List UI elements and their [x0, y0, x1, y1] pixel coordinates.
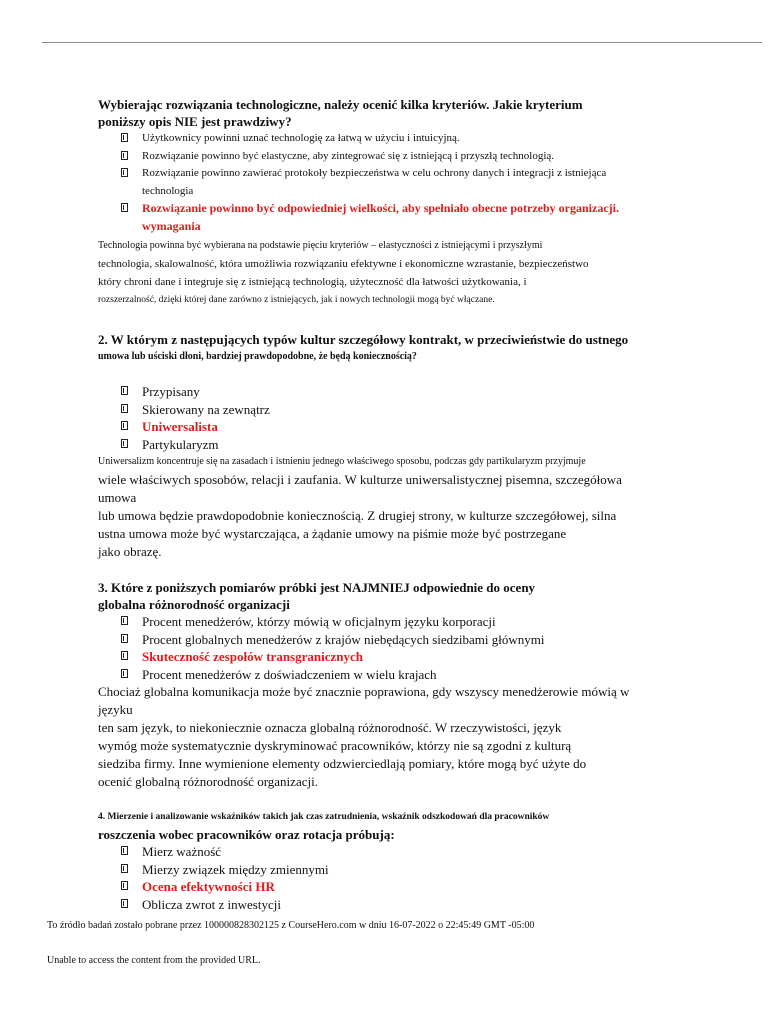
option[interactable]: Rozwiązanie powinno zawierać protokoły bezpieczeństwa w celu ochrony danych i integracji z istniejąca technologia	[120, 165, 658, 200]
option[interactable]: Mierzy związek między zmiennymi	[120, 861, 658, 879]
checkbox-icon	[121, 651, 128, 660]
question-1-explanation: Technologia powinna być wybierana na podstawie pięciu kryteriów – elastyczności z istniejącymi i przyszłymi technologia, skalowalność, która umożliwia rozwiązaniu efektywne i ekonomiczne wzrastanie, bezpieczeństwo który chroni dane i integruje się z istniejącą technologią, użyteczność dla łatwości użytkowania, i rozszerzalność, dzięki której dane zarówno z istniejących, jak i nowych technologii mogą być włączane.	[98, 240, 589, 305]
question-4-options	[120, 843, 658, 913]
source-footer: To źródło badań zostało pobrane przez 100000828302125 z CourseHero.com w dniu 16-07-2022 o 22:45:49 GMT -05:00	[47, 920, 535, 931]
question-3-options	[120, 613, 658, 683]
checkbox-icon	[121, 899, 128, 908]
option[interactable]: Mierz ważność	[120, 843, 658, 861]
option-correct[interactable]: Uniwersalista	[120, 418, 658, 436]
checkbox-icon	[121, 864, 128, 873]
checkbox-icon	[121, 386, 128, 395]
checkbox-icon	[121, 133, 128, 142]
checkbox-icon	[121, 634, 128, 643]
option[interactable]: Rozwiązanie powinno być elastyczne, aby zintegrować się z istniejącą i przyszłą technologią.	[120, 148, 658, 166]
option[interactable]: Oblicza zwrot z inwestycji	[120, 896, 658, 914]
option[interactable]: Skierowany na zewnątrz	[120, 401, 658, 419]
document-body	[98, 96, 658, 913]
checkbox-icon	[121, 669, 128, 678]
question-2	[98, 331, 658, 561]
checkbox-icon	[121, 846, 128, 855]
option-correct[interactable]: Rozwiązanie powinno być odpowiedniej wielkości, aby spełniało obecne potrzeby organizacji. wymagania	[120, 200, 658, 235]
checkbox-icon	[121, 404, 128, 413]
checkbox-icon	[121, 151, 128, 160]
question-4-prompt: 4. Mierzenie i analizowanie wskaźników takich jak czas zatrudnienia, wskaźnik odszkodowań dla pracowników roszczenia wobec pracowników oraz rotacja próbują:	[98, 812, 550, 842]
option[interactable]: Partykularyzm	[120, 436, 658, 454]
checkbox-icon	[121, 203, 128, 212]
access-notice: Unable to access the content from the provided URL.	[47, 955, 261, 966]
option[interactable]: Procent globalnych menedżerów z krajów niebędących siedzibami głównymi	[120, 631, 658, 649]
option[interactable]: Procent menedżerów, którzy mówią w oficjalnym języku korporacji	[120, 613, 658, 631]
question-2-explanation: Uniwersalizm koncentruje się na zasadach i istnieniu jednego właściwego sposobu, podczas gdy partikularyzm przyjmuje wiele właściwych sposobów, relacji i zaufania. W kulturze uniwersalistycznej pisemna, szczegółowa umowa lub umowa będzie prawdopodobnie koniecznością. Z drugiej strony, w kulturze szczegółowej, silna ustna umowa może być wystarczająca, a żądanie umowy na piśmie może być postrzegane jako obrazę.	[98, 456, 622, 559]
option-correct[interactable]: Skuteczność zespołów transgranicznych	[120, 648, 658, 666]
checkbox-icon	[121, 168, 128, 177]
question-3	[98, 579, 658, 791]
question-3-prompt: 3. Które z poniższych pomiarów próbki jest NAJMNIEJ odpowiednie do oceny globalna różnorodność organizacji	[98, 580, 536, 612]
option[interactable]: Przypisany	[120, 383, 658, 401]
checkbox-icon	[121, 881, 128, 890]
checkbox-icon	[121, 616, 128, 625]
question-2-options	[120, 383, 658, 453]
checkbox-icon	[121, 439, 128, 448]
question-3-explanation: Chociaż globalna komunikacja może być znacznie poprawiona, gdy wszyscy menedżerowie mówią w języku ten sam język, to niekoniecznie oznacza globalną różnorodność. W rzeczywistości, język wymóg może systematycznie dyskryminować pracowników, którzy nie są zgodni z kulturą siedziba firmy. Inne wymienione elementy odzwierciedlają pomiary, które mogą być użyte do ocenić globalną różnorodność organizacji.	[98, 684, 630, 789]
question-1	[98, 96, 658, 309]
question-1-prompt: Wybierając rozwiązania technologiczne, należy ocenić kilka kryteriów. Jakie kryterium poniższy opis NIE jest prawdziwy?	[98, 97, 583, 129]
top-rule	[42, 42, 762, 43]
option[interactable]: Procent menedżerów z doświadczeniem w wielu krajach	[120, 666, 658, 684]
question-2-prompt: 2. W którym z następujących typów kultur szczegółowy kontrakt, w przeciwieństwie do ustnego umowa lub uściski dłoni, bardziej prawdopodobne, że będą koniecznością?	[98, 332, 629, 362]
option[interactable]: Użytkownicy powinni uznać technologię za łatwą w użyciu i intuicyjną.	[120, 130, 658, 148]
question-4	[98, 809, 658, 913]
checkbox-icon	[121, 421, 128, 430]
option-correct[interactable]: Ocena efektywności HR	[120, 878, 658, 896]
question-1-options	[120, 130, 658, 235]
